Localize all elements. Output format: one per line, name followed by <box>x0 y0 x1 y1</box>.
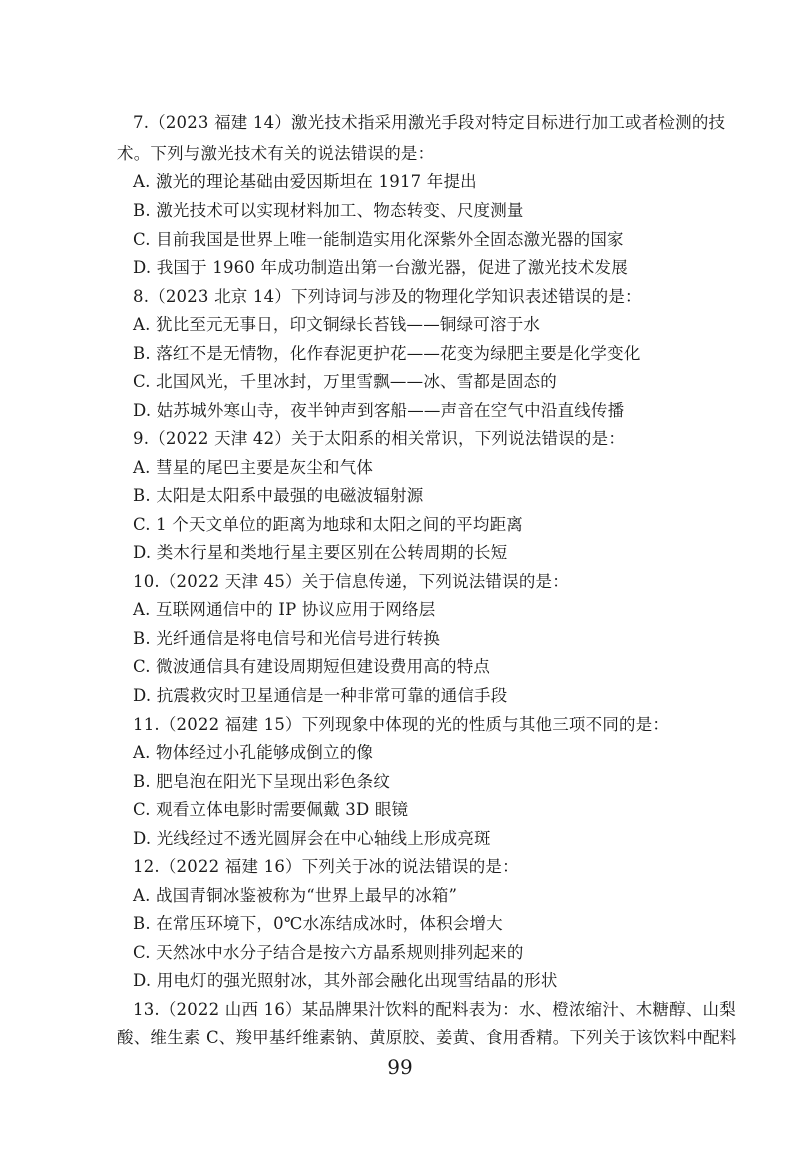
q11-option-c: C. 观看立体电影时需要佩戴 3D 眼镜 <box>133 800 409 819</box>
q13-stem-line-2: 酸、维生素 C、羧甲基纤维素钠、黄原胶、姜黄、食用香精。下列关于该饮料中配料 <box>117 1028 737 1047</box>
q8-option-c: C. 北国风光，千里冰封，万里雪飘——冰、雪都是固态的 <box>133 372 557 391</box>
q11-option-a: A. 物体经过小孔能够成倒立的像 <box>133 743 374 762</box>
q11-stem: 11.（2022 福建 15）下列现象中体现的光的性质与其他三项不同的是： <box>133 715 670 734</box>
q8-option-b: B. 落红不是无情物，化作春泥更护花——花变为绿肥主要是化学变化 <box>133 344 641 363</box>
q10-option-d: D. 抗震救灾时卫星通信是一种非常可靠的通信手段 <box>133 686 508 705</box>
q13-stem-line-1: 13.（2022 山西 16）某品牌果汁饮料的配料表为：水、橙浓缩汁、木糖醇、山梨 <box>133 1000 736 1019</box>
q9-stem: 9.（2022 天津 42）关于太阳系的相关常识，下列说法错误的是： <box>133 429 626 448</box>
q9-option-a: A. 彗星的尾巴主要是灰尘和气体 <box>133 458 374 477</box>
q9-option-d: D. 类木行星和类地行星主要区别在公转周期的长短 <box>133 543 508 562</box>
q10-stem: 10.（2022 天津 45）关于信息传递，下列说法错误的是： <box>133 572 569 591</box>
q10-option-c: C. 微波通信具有建设周期短但建设费用高的特点 <box>133 657 491 676</box>
q11-option-b: B. 肥皂泡在阳光下呈现出彩色条纹 <box>133 772 391 791</box>
q7-option-d: D. 我国于 1960 年成功制造出第一台激光器，促进了激光技术发展 <box>133 258 628 277</box>
q11-option-d: D. 光线经过不透光圆屏会在中心轴线上形成亮斑 <box>133 829 491 848</box>
q7-stem-line-2: 术。下列与激光技术有关的说法错误的是： <box>117 144 435 163</box>
q9-option-b: B. 太阳是太阳系中最强的电磁波辐射源 <box>133 486 424 505</box>
q9-option-c: C. 1 个天文单位的距离为地球和太阳之间的平均距离 <box>133 515 523 534</box>
q7-stem-line-1: 7.（2023 福建 14）激光技术指采用激光手段对特定目标进行加工或者检测的技 <box>133 113 726 132</box>
q8-option-a: A. 犹比至元无事日，印文铜绿长苔钱——铜绿可溶于水 <box>133 315 541 334</box>
q12-option-d: D. 用电灯的强光照射冰，其外部会融化出现雪结晶的形状 <box>133 971 558 990</box>
q7-option-c: C. 目前我国是世界上唯一能制造实用化深紫外全固态激光器的国家 <box>133 230 624 249</box>
q8-option-d: D. 姑苏城外寒山寺，夜半钟声到客船——声音在空气中沿直线传播 <box>133 401 625 420</box>
page-number: 99 <box>387 1055 413 1079</box>
q12-option-a: A. 战国青铜冰鉴被称为“世界上最早的冰箱” <box>133 886 458 905</box>
q12-option-c: C. 天然冰中水分子结合是按六方晶系规则排列起来的 <box>133 943 524 962</box>
q12-option-b: B. 在常压环境下，0℃水冻结成冰时，体积会增大 <box>133 914 503 933</box>
q10-option-a: A. 互联网通信中的 IP 协议应用于网络层 <box>133 600 436 619</box>
q10-option-b: B. 光纤通信是将电信号和光信号进行转换 <box>133 629 441 648</box>
q12-stem: 12.（2022 福建 16）下列关于冰的说法错误的是： <box>133 857 519 876</box>
q7-option-b: B. 激光技术可以实现材料加工、物态转变、尺度测量 <box>133 201 524 220</box>
q8-stem: 8.（2023 北京 14）下列诗词与涉及的物理化学知识表述错误的是： <box>133 287 642 306</box>
q7-option-a: A. 激光的理论基础由爱因斯坦在 1917 年提出 <box>133 172 477 191</box>
